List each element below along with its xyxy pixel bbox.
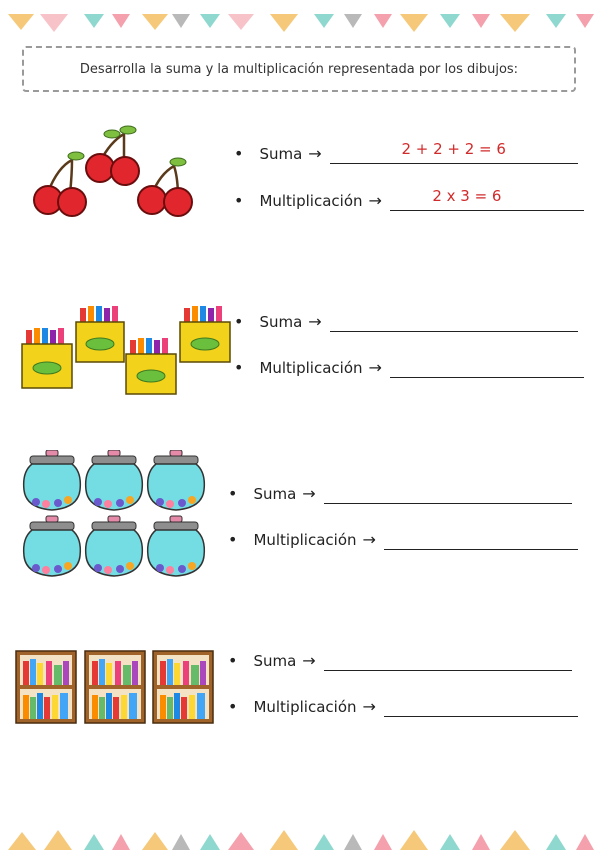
suma-answer-line[interactable]	[330, 140, 578, 164]
suma-label: Suma	[253, 484, 297, 503]
arrow-right-icon: →	[308, 312, 322, 331]
bullet-icon: •	[234, 312, 244, 331]
candy-jars-image	[20, 450, 210, 580]
suma-label: Suma	[253, 651, 297, 670]
multiplicacion-label: Multiplicación	[253, 530, 357, 549]
arrow-right-icon: →	[368, 358, 382, 377]
bookshelves-image	[14, 650, 214, 724]
bullet-icon: •	[234, 144, 244, 163]
arrow-right-icon: →	[302, 651, 316, 670]
suma-label: Suma	[259, 144, 303, 163]
bullet-icon: •	[228, 530, 238, 549]
exercise-2-suma-row	[234, 311, 578, 332]
suma-answer: 2 + 2 + 2 = 6	[401, 140, 506, 158]
exercise-1-suma-row	[234, 140, 578, 164]
arrow-right-icon: →	[362, 530, 376, 549]
bullet-icon: •	[234, 191, 244, 210]
multiplicacion-answer-line[interactable]	[390, 187, 584, 211]
exercise-3-mult-row	[228, 529, 578, 550]
multiplicacion-answer-line[interactable]	[384, 529, 578, 550]
exercise-4-suma-row	[228, 650, 572, 671]
multiplicacion-answer: 2 x 3 = 6	[432, 187, 502, 205]
bullet-icon: •	[228, 697, 238, 716]
suma-answer-line[interactable]	[330, 311, 578, 332]
multiplicacion-answer-line[interactable]	[390, 357, 584, 378]
bunting-bottom-decoration	[0, 826, 600, 858]
cherries-image	[28, 122, 198, 220]
multiplicacion-label: Multiplicación	[259, 358, 363, 377]
arrow-right-icon: →	[302, 484, 316, 503]
bunting-top-decoration	[0, 8, 600, 40]
suma-answer-line[interactable]	[324, 650, 572, 671]
suma-answer-line[interactable]	[324, 483, 572, 504]
bullet-icon: •	[228, 651, 238, 670]
bullet-icon: •	[228, 484, 238, 503]
arrow-right-icon: →	[368, 191, 382, 210]
exercise-2-mult-row	[234, 357, 584, 378]
multiplicacion-answer-line[interactable]	[384, 696, 578, 717]
exercise-1-mult-row	[234, 187, 584, 211]
arrow-right-icon: →	[308, 144, 322, 163]
instructions-box	[22, 46, 576, 92]
arrow-right-icon: →	[362, 697, 376, 716]
multiplicacion-label: Multiplicación	[259, 191, 363, 210]
crayon-boxes-image	[20, 300, 234, 398]
multiplicacion-label: Multiplicación	[253, 697, 357, 716]
exercise-4-mult-row	[228, 696, 578, 717]
suma-label: Suma	[259, 312, 303, 331]
bullet-icon: •	[234, 358, 244, 377]
instructions-text: Desarrolla la suma y la multiplicación representada por los dibujos:	[79, 61, 519, 77]
exercise-3-suma-row	[228, 483, 572, 504]
